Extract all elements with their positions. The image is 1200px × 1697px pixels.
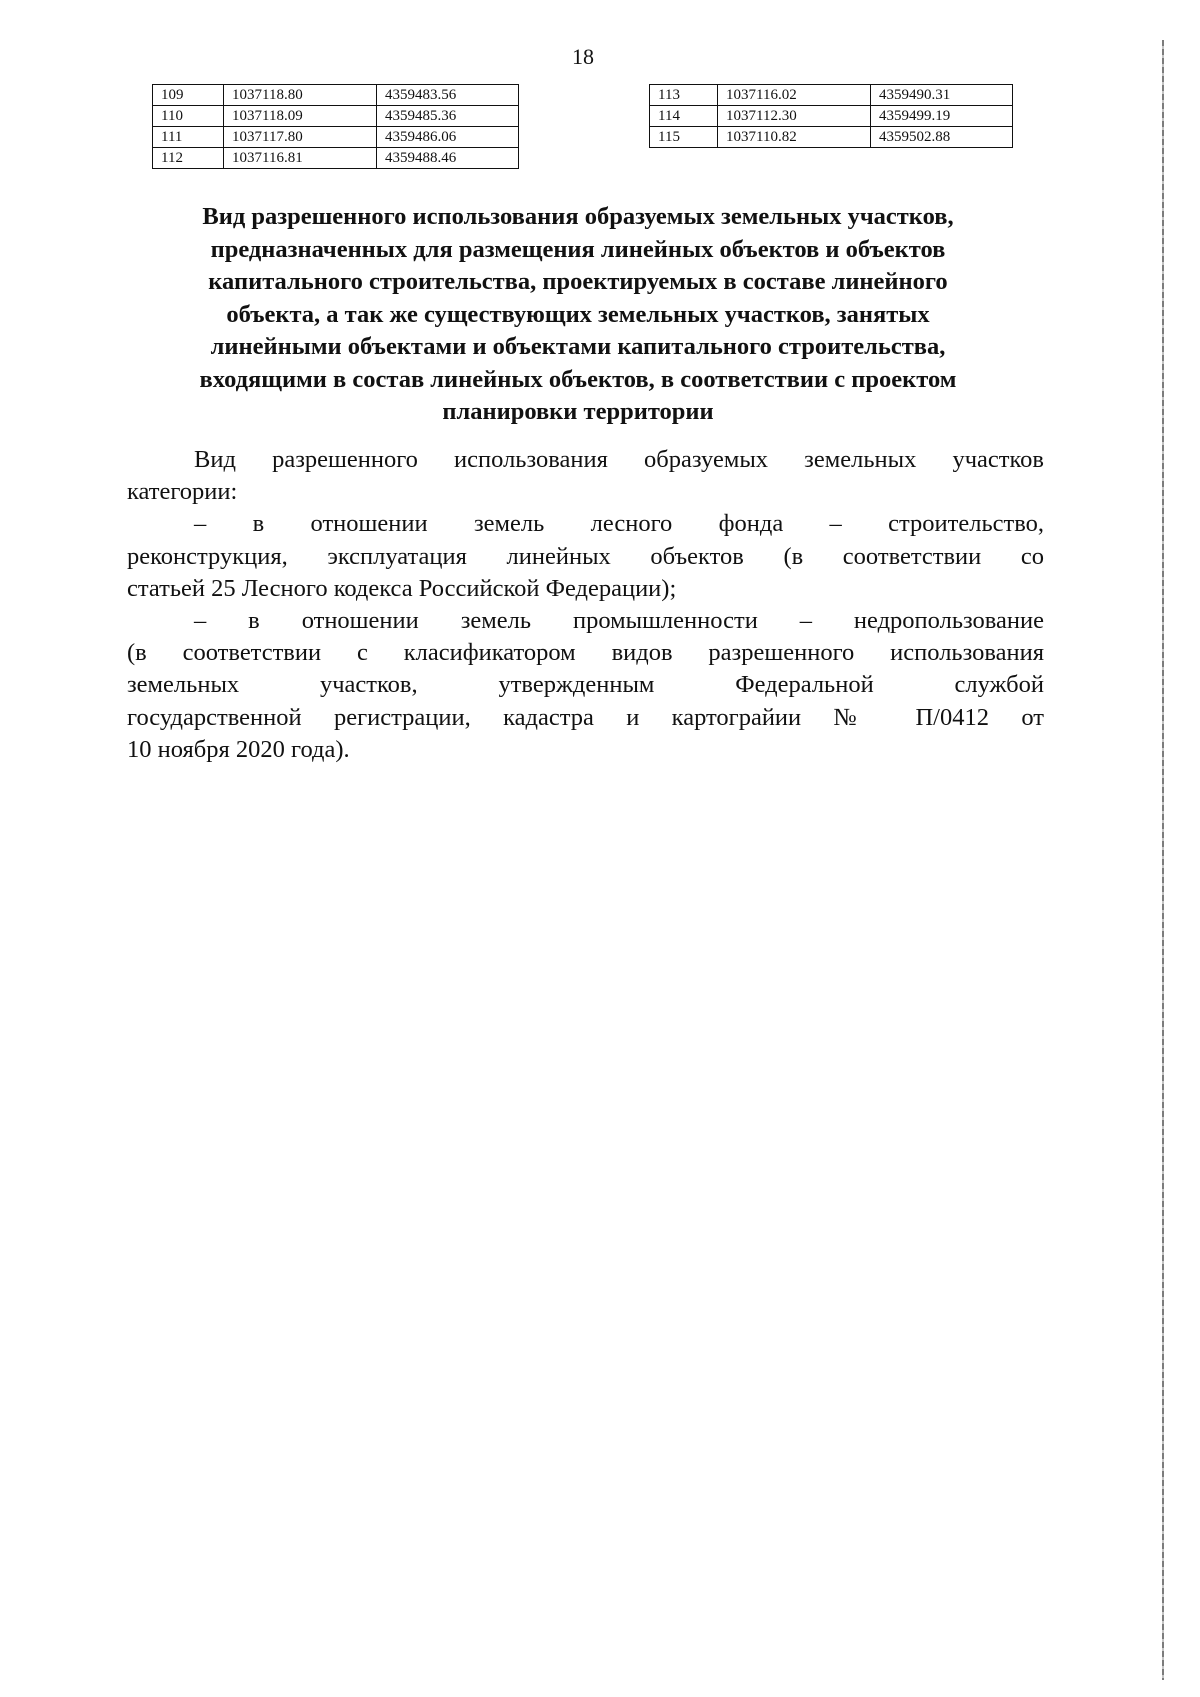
body-text	[127, 444, 1044, 766]
point-number-cell: 110	[153, 106, 224, 127]
y-coordinate-cell: 4359502.88	[871, 127, 1013, 148]
x-coordinate-cell: 1037118.80	[224, 85, 377, 106]
y-coordinate-cell: 4359486.06	[377, 127, 519, 148]
table-row	[650, 85, 1013, 106]
table-row	[153, 106, 519, 127]
body-line: категории:	[127, 478, 238, 506]
x-coordinate-cell: 1037110.82	[718, 127, 871, 148]
point-number-cell: 113	[650, 85, 718, 106]
y-coordinate-cell: 4359490.31	[871, 85, 1013, 106]
coordinates-table-left	[152, 84, 519, 169]
table-row	[650, 106, 1013, 127]
point-number-cell: 112	[153, 148, 224, 169]
body-line: государственной регистрации, кадастра и картограйии № П/0412 от	[127, 703, 1044, 731]
y-coordinate-cell: 4359499.19	[871, 106, 1013, 127]
body-line: 10 ноября 2020 года).	[127, 735, 350, 763]
coordinates-table-right	[649, 84, 1013, 148]
table-row	[153, 148, 519, 169]
heading-line: капитального строительства, проектируемых в составе линейного	[208, 268, 948, 295]
table-row	[153, 85, 519, 106]
y-coordinate-cell: 4359488.46	[377, 148, 519, 169]
heading-line: Вид разрешенного использования образуемых земельных участков,	[202, 203, 954, 230]
page-number: 18	[572, 44, 594, 69]
x-coordinate-cell: 1037116.02	[718, 85, 871, 106]
heading-line: предназначенных для размещения линейных объектов и объектов	[210, 235, 946, 263]
point-number-cell: 114	[650, 106, 718, 127]
table-row	[153, 127, 519, 148]
body-line: (в соответствии с класификатором видов разрешенного использования	[127, 639, 1044, 667]
y-coordinate-cell: 4359483.56	[377, 85, 519, 106]
table-row	[650, 127, 1013, 148]
body-line: – в отношении земель лесного фонда – строительство,	[194, 510, 1044, 538]
x-coordinate-cell: 1037118.09	[224, 106, 377, 127]
x-coordinate-cell: 1037112.30	[718, 106, 871, 127]
body-line: – в отношении земель промышленности – недропользование	[194, 607, 1044, 635]
body-line: статьей 25 Лесного кодекса Российской Федерации);	[127, 574, 677, 602]
point-number-cell: 115	[650, 127, 718, 148]
heading-line: линейными объектами и объектами капитального строительства,	[210, 333, 946, 360]
section-heading	[130, 201, 1026, 429]
y-coordinate-cell: 4359485.36	[377, 106, 519, 127]
x-coordinate-cell: 1037116.81	[224, 148, 377, 169]
body-line: реконструкция, эксплуатация линейных объектов (в соответствии со	[127, 542, 1044, 570]
heading-line: входящими в состав линейных объектов, в соответствии с проектом	[199, 365, 957, 393]
body-line: Вид разрешенного использования образуемых земельных участков	[194, 446, 1044, 473]
point-number-cell: 109	[153, 85, 224, 106]
scan-edge-line	[1162, 40, 1164, 1680]
x-coordinate-cell: 1037117.80	[224, 127, 377, 148]
body-line: земельных участков, утвержденным Федеральной службой	[127, 671, 1044, 699]
heading-line: планировки территории	[442, 398, 714, 425]
heading-line: объекта, а так же существующих земельных участков, занятых	[226, 300, 930, 328]
point-number-cell: 111	[153, 127, 224, 148]
